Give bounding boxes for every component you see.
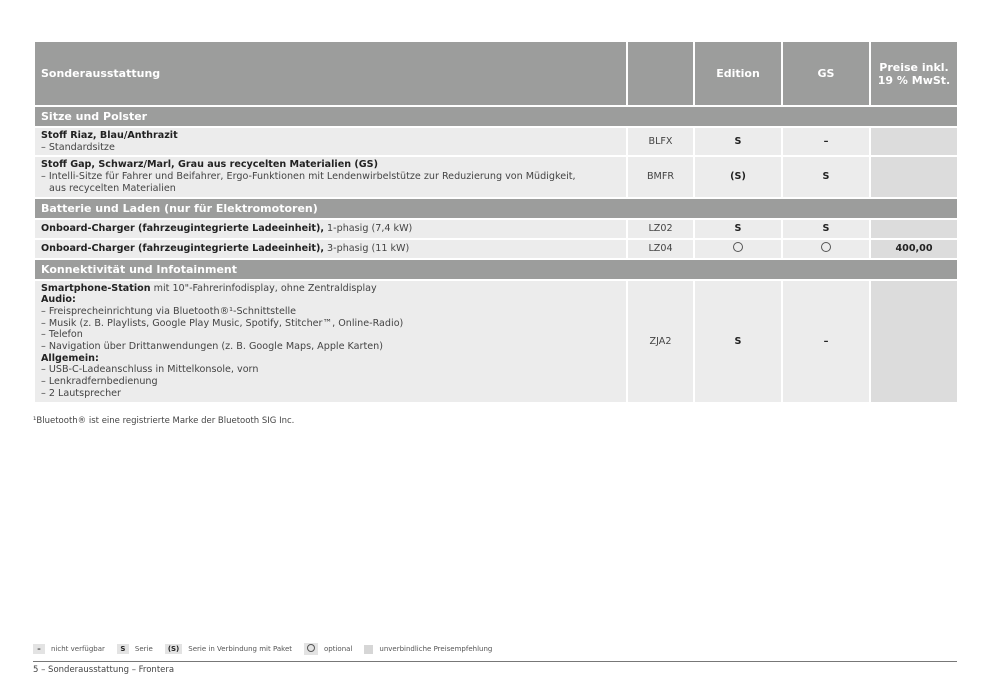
section-header: Sitze und Polster [34, 106, 958, 127]
table-row: Onboard-Charger (fahrzeugintegrierte Ladeeinheit), 3-phasig (11 kW) LZ04 400,00 [34, 239, 958, 259]
table-row: Stoff Riaz, Blau/Anthrazit – Standardsitze BLFX S – [34, 127, 958, 156]
optional-circle-icon [821, 242, 831, 252]
section-header: Konnektivität und Infotainment [34, 259, 958, 280]
table-row: Onboard-Charger (fahrzeugintegrierte Ladeeinheit), 1-phasig (7,4 kW) LZ02 S S [34, 219, 958, 239]
price-swatch [364, 645, 373, 654]
header-description: Sonderausstattung [34, 41, 627, 106]
optional-circle-icon [733, 242, 743, 252]
option-code: BLFX [627, 127, 694, 156]
footnote: ¹Bluetooth® ist eine registrierte Marke der Bluetooth SIG Inc. [33, 416, 295, 426]
option-code: LZ02 [627, 219, 694, 239]
price-cell [870, 280, 958, 403]
table-row: Stoff Gap, Schwarz/Marl, Grau aus recycelten Materialien (GS) – Intelli-Sitze für Fahrer und Beifahrer, Ergo-Funktionen mit Lendenwirbelstütze zur Reduzierung von Müdigkeit, aus recycelten Materialien BMFR (S) S [34, 156, 958, 197]
price-cell [870, 127, 958, 156]
header-edition: Edition [694, 41, 782, 106]
table-row: Smartphone-Station mit 10"-Fahrerinfodisplay, ohne Zentraldisplay Audio: – Freisprecheinrichtung via Bluetooth®¹-Schnittstelle – Musik (z. B. Playlists, Google Play Music, Spotify, Stitcher™, Online-Radio) – Telefon – Navigation über Drittanwendungen (z. B. Google Maps, Apple Karten) Allgemein: – USB-C-Ladeanschluss in Mittelkonsole, vorn – Lenkradfernbedienung – 2 Lautsprecher ZJA2 S – [34, 280, 958, 403]
price-cell [870, 156, 958, 197]
equipment-table [33, 40, 959, 404]
legend: – nicht verfügbar S Serie (S) Serie in Verbindung mit Paket optional unverbindliche Preisempfehlung [33, 643, 498, 655]
section-header: Batterie und Laden (nur für Elektromotoren) [34, 198, 958, 219]
optional-circle-icon [307, 644, 315, 652]
header-price: Preise inkl. 19 % MwSt. [870, 41, 958, 106]
header-code [627, 41, 694, 106]
header-gs: GS [782, 41, 870, 106]
price-cell [870, 219, 958, 239]
divider [33, 661, 957, 662]
page-footer: 5 – Sonderausstattung – Frontera [33, 665, 175, 675]
option-code: ZJA2 [627, 280, 694, 403]
table-header [34, 41, 958, 106]
option-code: BMFR [627, 156, 694, 197]
price-cell: 400,00 [870, 239, 958, 259]
option-code: LZ04 [627, 239, 694, 259]
